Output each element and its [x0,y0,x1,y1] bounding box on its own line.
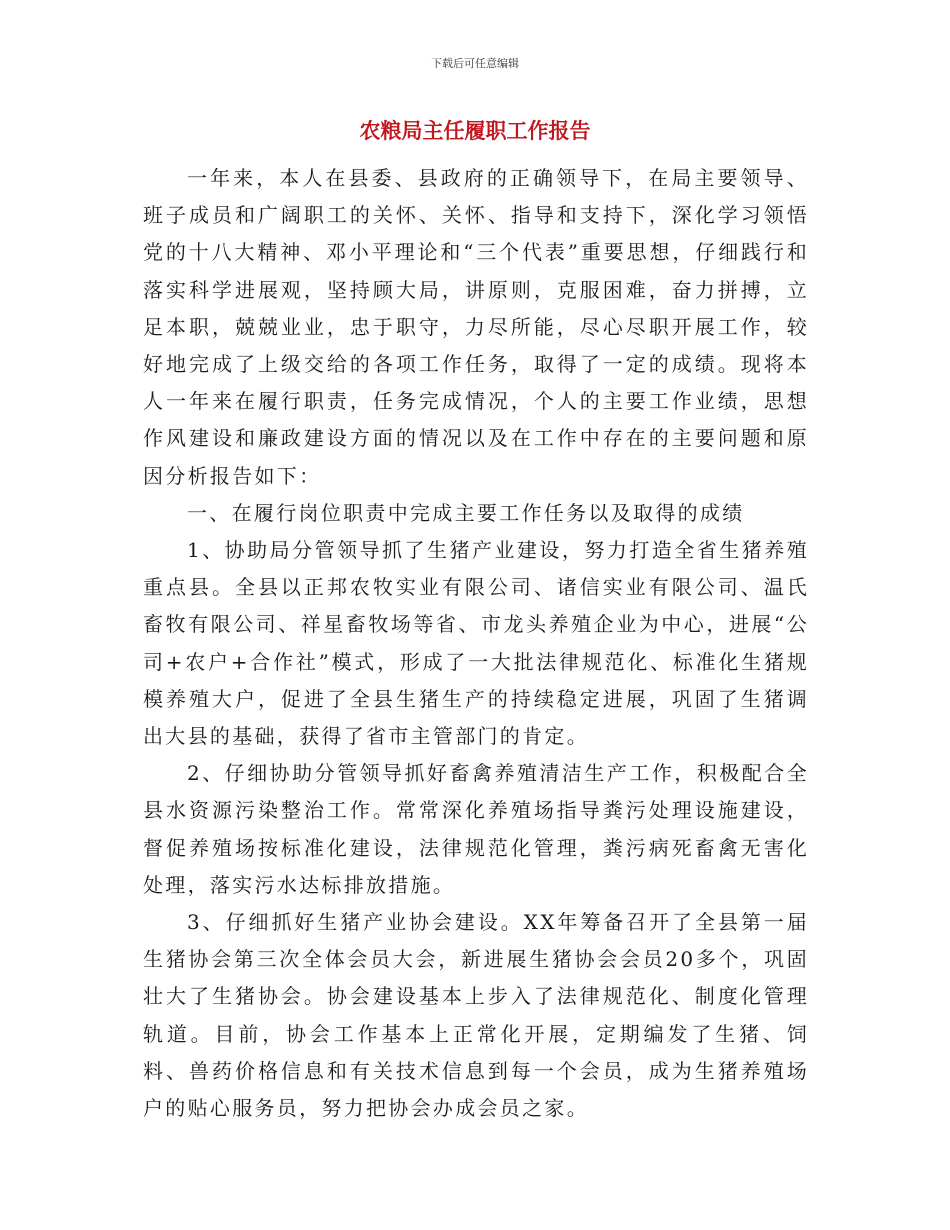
document-title: 农粮局主任履职工作报告 [359,118,591,143]
item-paragraph-3: 3、仔细抓好生猪产业协会建设。XX年筹备召开了全县第一届生猪协会第三次全体会员大会，新进展生猪协会会员20多个，巩固壮大了生猪协会。协会建设基本上步入了法律规范化、制度化管理轨道。目前，协会工作基本上正常化开展，定期编发了生猪、饲料、兽药价格信息和有关技术信息到每一个会员，成为生猪养殖场户的贴心服务员，努力把协会办成会员之家。 [143,910,809,1121]
intro-paragraph: 一年来，本人在县委、县政府的正确领导下，在局主要领导、班子成员和广阔职工的关怀、关怀、指导和支持下，深化学习领悟党的十八大精神、邓小平理论和“三个代表”重要思想，仔细践行和落实科学进展观，坚持顾大局，讲原则，克服困难，奋力拼搏，立足本职，兢兢业业，忠于职守，力尽所能，尽心尽职开展工作，较好地完成了上级交给的各项工作任务，取得了一定的成绩。现将本人一年来在履行职责，任务完成情况，个人的主要工作业绩，思想作风建设和廉政建设方面的情况以及在工作中存在的主要问题和原因分析报告如下： [143,166,809,488]
section-heading: 一、在履行岗位职责中完成主要工作任务以及取得的成绩 [187,500,745,525]
document-body [143,160,809,1127]
item-paragraph-2: 2、仔细协助分管领导抓好畜禽养殖清洁生产工作，积极配合全县水资源污染整治工作。常常深化养殖场指导粪污处理设施建设，督促养殖场按标准化建设，法律规范化管理，粪污病死畜禽无害化处理，落实污水达标排放措施。 [143,761,809,897]
item-paragraph-1: 1、协助局分管领导抓了生猪产业建设，努力打造全省生猪养殖重点县。全县以正邦农牧实业有限公司、诸信实业有限公司、温氏畜牧有限公司、祥星畜牧场等省、市龙头养殖企业为中心，进展“公司+农户+合作社”模式，形成了一大批法律规范化、标准化生猪规模养殖大户，促进了全县生猪生产的持续稳定进展，巩固了生猪调出大县的基础，获得了省市主管部门的肯定。 [143,538,809,749]
page-header: 下载后可任意编辑 [431,57,519,70]
